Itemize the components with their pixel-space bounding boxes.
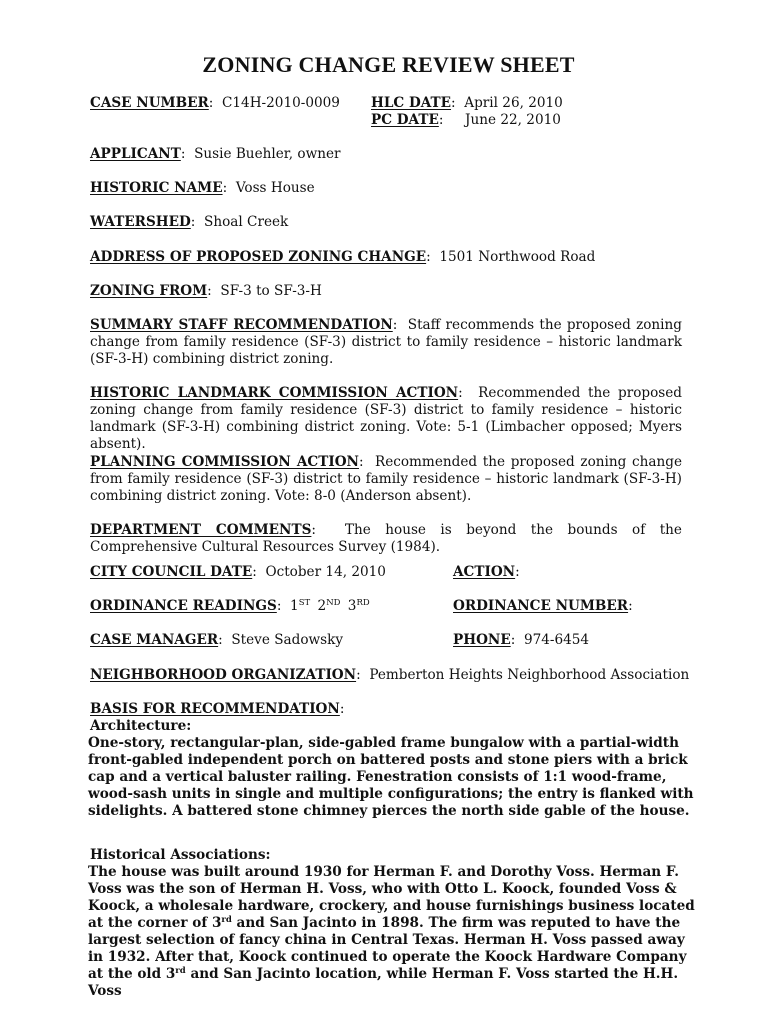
zoning-from-label: ZONING FROM bbox=[90, 283, 208, 299]
case-manager-label: CASE MANAGER bbox=[90, 632, 219, 648]
case-number-value: C14H-2010-0009 bbox=[222, 95, 340, 111]
watershed-label: WATERSHED bbox=[90, 214, 191, 230]
city-council-date-label: CITY COUNCIL DATE bbox=[90, 564, 253, 580]
reading-second: 2ND bbox=[317, 598, 341, 614]
pc-date-label: PC DATE bbox=[371, 112, 439, 128]
neighborhood-org-value: Pemberton Heights Neighborhood Association bbox=[369, 667, 690, 683]
historical-text: The house was built around 1930 for Herman F. and Dorothy Voss. Herman F. Voss was the son of Herman H. Voss, who with Otto L. Koock, founded Voss & Koock, a wholesale hardware, crockery, and house furnishings business located at the corner of 3rd and San Jacinto in 1898. The firm was reputed to have the largest selection of fancy china in Central Texas. Herman H. Voss passed away in 1932. After that, Koock continued to operate the Koock Hardware Company at the old 3rd and San Jacinto location, while Herman F. Voss started the H.H. Voss bbox=[88, 864, 695, 999]
hlc-date-value: April 26, 2010 bbox=[464, 95, 563, 111]
hlc-date-label: HLC DATE bbox=[371, 95, 452, 111]
watershed-value: Shoal Creek bbox=[204, 214, 289, 230]
pc-action-label: PLANNING COMMISSION ACTION bbox=[90, 454, 359, 470]
architecture-heading-line: Architecture: bbox=[90, 718, 192, 734]
zoning-from-value: SF-3 to SF-3-H bbox=[220, 283, 322, 299]
phone-label: PHONE bbox=[453, 632, 511, 648]
basis-heading-line: BASIS FOR RECOMMENDATION: bbox=[90, 701, 345, 717]
ordinance-number-line: ORDINANCE NUMBER: bbox=[453, 598, 633, 614]
action-line: ACTION: bbox=[453, 564, 520, 580]
dept-comments-text: The house is beyond the bounds of the Comprehensive Cultural Resources Survey (1984). bbox=[90, 522, 682, 555]
architecture-label: Architecture bbox=[90, 718, 187, 734]
phone-value: 974-6454 bbox=[523, 632, 590, 648]
reading-first: 1ST bbox=[290, 598, 311, 614]
case-number-line: CASE NUMBER: C14H-2010-0009 bbox=[90, 95, 340, 111]
pc-date-value: June 22, 2010 bbox=[465, 112, 561, 128]
case-manager-value: Steve Sadowsky bbox=[231, 632, 344, 648]
architecture-text: One-story, rectangular-plan, side-gabled frame bungalow with a partial-width front-gabled independent porch on battered posts and stone piers with a brick cap and a vertical baluster railing. Fenestration consists of 1:1 wood-frame, wood-sash units in single and multiple configurations; the entry is flanked with sidelights. A battered stone chimney pierces the north side gable of the house. bbox=[88, 735, 694, 819]
hlc-action-paragraph: HISTORIC LANDMARK COMMISSION ACTION: Recommended the proposed zoning change from family residence (SF-3) district to family residence – historic landmark (SF-3-H) combining district zoning. Vote: 5-1 (Limbacher opposed; Myers absent). bbox=[90, 385, 683, 452]
reading-third: 3RD bbox=[347, 598, 370, 614]
hlc-date-line: HLC DATE: April 26, 2010 bbox=[371, 95, 563, 111]
page-title: ZONING CHANGE REVIEW SHEET bbox=[202, 52, 575, 77]
historic-name-value: Voss House bbox=[235, 180, 315, 196]
pc-action-paragraph: PLANNING COMMISSION ACTION: Recommended the proposed zoning change from family residence (SF-3) district to family residence – historic landmark (SF-3-H) combining district zoning. Vote: 8-0 (Anderson absent). bbox=[90, 454, 682, 504]
historical-label: Historical Associations bbox=[90, 847, 266, 863]
applicant-label: APPLICANT bbox=[90, 146, 181, 162]
ordinance-number-label: ORDINANCE NUMBER bbox=[453, 598, 629, 614]
pc-action-text: Recommended the proposed zoning change from family residence (SF-3) district to family residence – historic landmark (SF-3-H) combining district zoning. Vote: 8-0 (Anderson absent). bbox=[90, 454, 682, 504]
address-line: ADDRESS OF PROPOSED ZONING CHANGE: 1501 Northwood Road bbox=[90, 249, 596, 265]
address-label: ADDRESS OF PROPOSED ZONING CHANGE bbox=[90, 249, 427, 265]
pc-date-line: PC DATE: June 22, 2010 bbox=[371, 112, 561, 128]
address-value: 1501 Northwood Road bbox=[439, 249, 596, 265]
case-number-label: CASE NUMBER bbox=[90, 95, 209, 111]
case-manager-line: CASE MANAGER: Steve Sadowsky bbox=[90, 632, 344, 648]
city-council-date-line: CITY COUNCIL DATE: October 14, 2010 bbox=[90, 564, 386, 580]
dept-comments-label: DEPARTMENT COMMENTS bbox=[90, 522, 312, 538]
applicant-value: Susie Buehler, owner bbox=[194, 146, 341, 162]
applicant-line: APPLICANT: Susie Buehler, owner bbox=[90, 146, 341, 162]
hlc-action-text: Recommended the proposed zoning change from family residence (SF-3) district to family residence – historic landmark (SF-3-H) combining district zoning. Vote: 5-1 (Limbacher opposed; Myers absent). bbox=[90, 385, 683, 452]
historic-name-line: HISTORIC NAME: Voss House bbox=[90, 180, 315, 196]
summary-text: Staff recommends the proposed zoning change from family residence (SF-3) district to family residence – historic landmark (SF-3-H) combining district zoning. bbox=[90, 317, 682, 367]
neighborhood-org-label: NEIGHBORHOOD ORGANIZATION bbox=[90, 667, 357, 683]
ordinance-readings-label: ORDINANCE READINGS bbox=[90, 598, 277, 614]
historical-heading-line: Historical Associations: bbox=[90, 847, 271, 863]
watershed-line: WATERSHED: Shoal Creek bbox=[90, 214, 289, 230]
historic-name-label: HISTORIC NAME bbox=[90, 180, 223, 196]
neighborhood-org-line: NEIGHBORHOOD ORGANIZATION: Pemberton Heights Neighborhood Association bbox=[90, 667, 690, 683]
city-council-date-value: October 14, 2010 bbox=[265, 564, 386, 580]
summary-label: SUMMARY STAFF RECOMMENDATION bbox=[90, 317, 393, 333]
zoning-from-line: ZONING FROM: SF-3 to SF-3-H bbox=[90, 283, 322, 299]
ordinance-readings-line: ORDINANCE READINGS: 1ST 2ND 3RD bbox=[90, 598, 370, 614]
dept-comments-paragraph: DEPARTMENT COMMENTS: The house is beyond the bounds of the Comprehensive Cultural Resources Survey (1984). bbox=[90, 522, 682, 555]
basis-label: BASIS FOR RECOMMENDATION bbox=[90, 701, 340, 717]
summary-paragraph: SUMMARY STAFF RECOMMENDATION: Staff recommends the proposed zoning change from family residence (SF-3) district to family residence – historic landmark (SF-3-H) combining district zoning. bbox=[90, 317, 682, 367]
hlc-action-label: HISTORIC LANDMARK COMMISSION ACTION bbox=[90, 385, 459, 401]
action-label: ACTION bbox=[453, 564, 516, 580]
phone-line: PHONE: 974-6454 bbox=[453, 632, 590, 648]
